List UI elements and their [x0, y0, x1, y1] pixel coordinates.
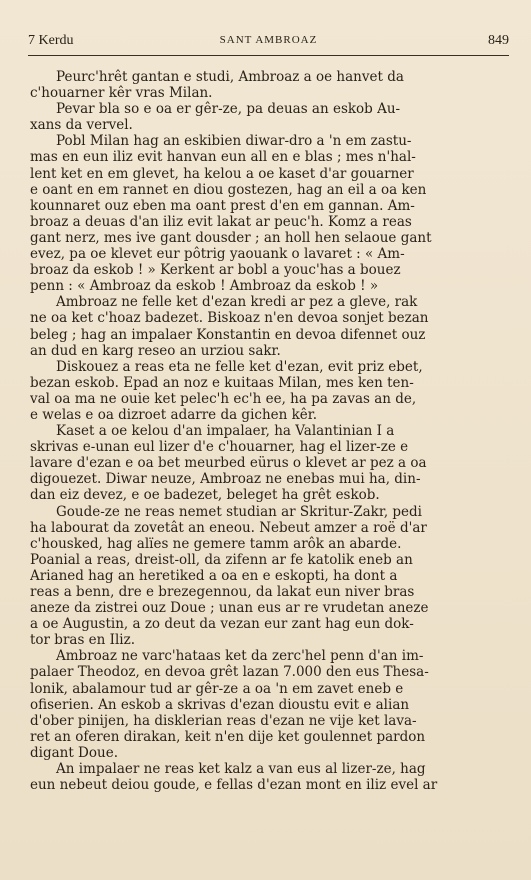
- text-line: tor bras en Iliz.: [30, 632, 136, 649]
- text-line: Kaset a oe kelou d'an impalaer, ha Valantinian I a: [56, 423, 395, 440]
- text-line: ofiserien. An eskob a skrivas d'ezan dioustu evit e alian: [30, 696, 410, 713]
- text-line: reas a benn, dre e brezegennou, da lakat eun niver bras: [30, 584, 415, 600]
- text-line: Ambroaz ne felle ket d'ezan kredi ar pez a gleve, rak: [56, 294, 418, 311]
- text-line: Ambroaz ne varc'hataas ket da zerc'hel penn d'an im-: [56, 648, 424, 665]
- page-number: 849: [488, 33, 509, 48]
- text-line: an dud en karg reseo an urziou sakr.: [30, 342, 281, 359]
- running-head-chapter: 7 Kerdu: [28, 33, 74, 48]
- text-line: An impalaer ne reas ket kalz a van eus al lizer-ze, hag: [56, 761, 426, 778]
- text-line: lent ket en em glevet, ha kelou a oe kaset d'ar gouarner: [30, 165, 414, 182]
- text-line: beleg ; hag an impalaer Konstantin en devoa difennet ouz: [30, 326, 426, 343]
- text-line: Pobl Milan hag an eskibien diwar-dro a 'n em zastu-: [56, 133, 412, 150]
- text-line: penn : « Ambroaz da eskob ! Ambroaz da eskob ! »: [30, 278, 379, 295]
- text-line: xans da vervel.: [30, 117, 133, 134]
- text-line: Goude-ze ne reas nemet studian ar Skritur-Zakr, pedi: [56, 503, 422, 520]
- text-line: palaer Theodoz, en devoa grêt lazan 7.000 den eus Thesa-: [30, 664, 429, 681]
- text-line: ret an oferen dirakan, keit n'en dije ket goulennet pardon: [30, 728, 426, 745]
- text-line: skrivas e-unan eul lizer d'e c'houarner, hag el lizer-ze e: [30, 439, 409, 456]
- text-line: ha labourat da zovetât an eneou. Nebeut amzer a roë d'ar: [30, 519, 427, 536]
- text-line: d'ober pinijen, ha disklerian reas d'ezan ne vije ket lava-: [30, 712, 417, 729]
- text-line: gant nerz, mes ive gant dousder ; an holl hen selaoue gant: [30, 229, 432, 246]
- text-line: lavare d'ezan e oa bet meurbed eürus o klevet ar pez a oa: [30, 455, 427, 472]
- text-line: dan eiz devez, e oe badezet, beleget ha grêt eskob.: [30, 487, 380, 504]
- text-line: lonik, abalamour tud ar gêr-ze a oa 'n em zavet eneb e: [30, 680, 404, 697]
- text-line: c'housked, hag alïes ne gemere tamm arôk an abarde.: [30, 535, 402, 552]
- text-line: Arianed hag an heretiked a oa en e eskopti, ha dont a: [30, 567, 398, 584]
- text-line: mas en eun iliz evit hanvan eun all en e blas ; mes n'hal-: [30, 149, 416, 166]
- text-line: a oe Augustin, a zo deut da vezan eur zant hag eun dok-: [30, 616, 414, 633]
- text-line: e welas e oa dizroet adarre da gichen kêr.: [30, 406, 318, 423]
- header-rule: [28, 55, 509, 56]
- text-line: Peurc'hrêt gantan e studi, Ambroaz a oe hanvet da: [56, 69, 404, 85]
- text-line: kounnaret ouz eben ma oant prest d'en em gannan. Am-: [30, 197, 415, 214]
- text-line: c'houarner kêr vras Milan.: [30, 85, 213, 102]
- text-line: broaz da eskob ! » Kerkent ar bobl a youc'has a bouez: [30, 262, 401, 279]
- text-line: ne oa ket c'hoaz badezet. Biskoaz n'en devoa sonjet bezan: [30, 310, 429, 327]
- text-line: digant Doue.: [30, 744, 118, 761]
- page-body: [30, 69, 507, 793]
- text-line: evez, pa oe klevet eur pôtrig yaouank o lavaret : « Am-: [30, 246, 405, 263]
- running-head-title: SANT AMBROAZ: [219, 34, 318, 46]
- text-line: val oa ma ne ouie ket pelec'h ec'h ee, ha pa zavas an de,: [30, 390, 417, 407]
- page-header: [28, 33, 509, 55]
- text-line: aneze da zistrei ouz Doue ; unan eus ar re vrudetan aneze: [30, 600, 429, 617]
- text-line: broaz a deuas d'an iliz evit lakat ar peuc'h. Komz a reas: [30, 213, 412, 230]
- text-line: eun nebeut deiou goude, e fellas d'ezan mont en iliz evel ar: [30, 777, 438, 794]
- text-line: digouezet. Diwar neuze, Ambroaz ne enebas mui ha, din-: [30, 471, 421, 488]
- text-line: Poanial a reas, dreist-oll, da zifenn ar fe katolik eneb an: [30, 551, 413, 568]
- text-line: e oant en em rannet en diou gostezen, hag an eil a oa ken: [30, 181, 427, 198]
- text-line: Pevar bla so e oa er gêr-ze, pa deuas an eskob Au-: [56, 101, 401, 118]
- text-line: bezan eskob. Epad an noz e kuitaas Milan, mes ken ten-: [30, 374, 414, 391]
- text-line: Diskouez a reas eta ne felle ket d'ezan, evit priz ebet,: [56, 358, 423, 375]
